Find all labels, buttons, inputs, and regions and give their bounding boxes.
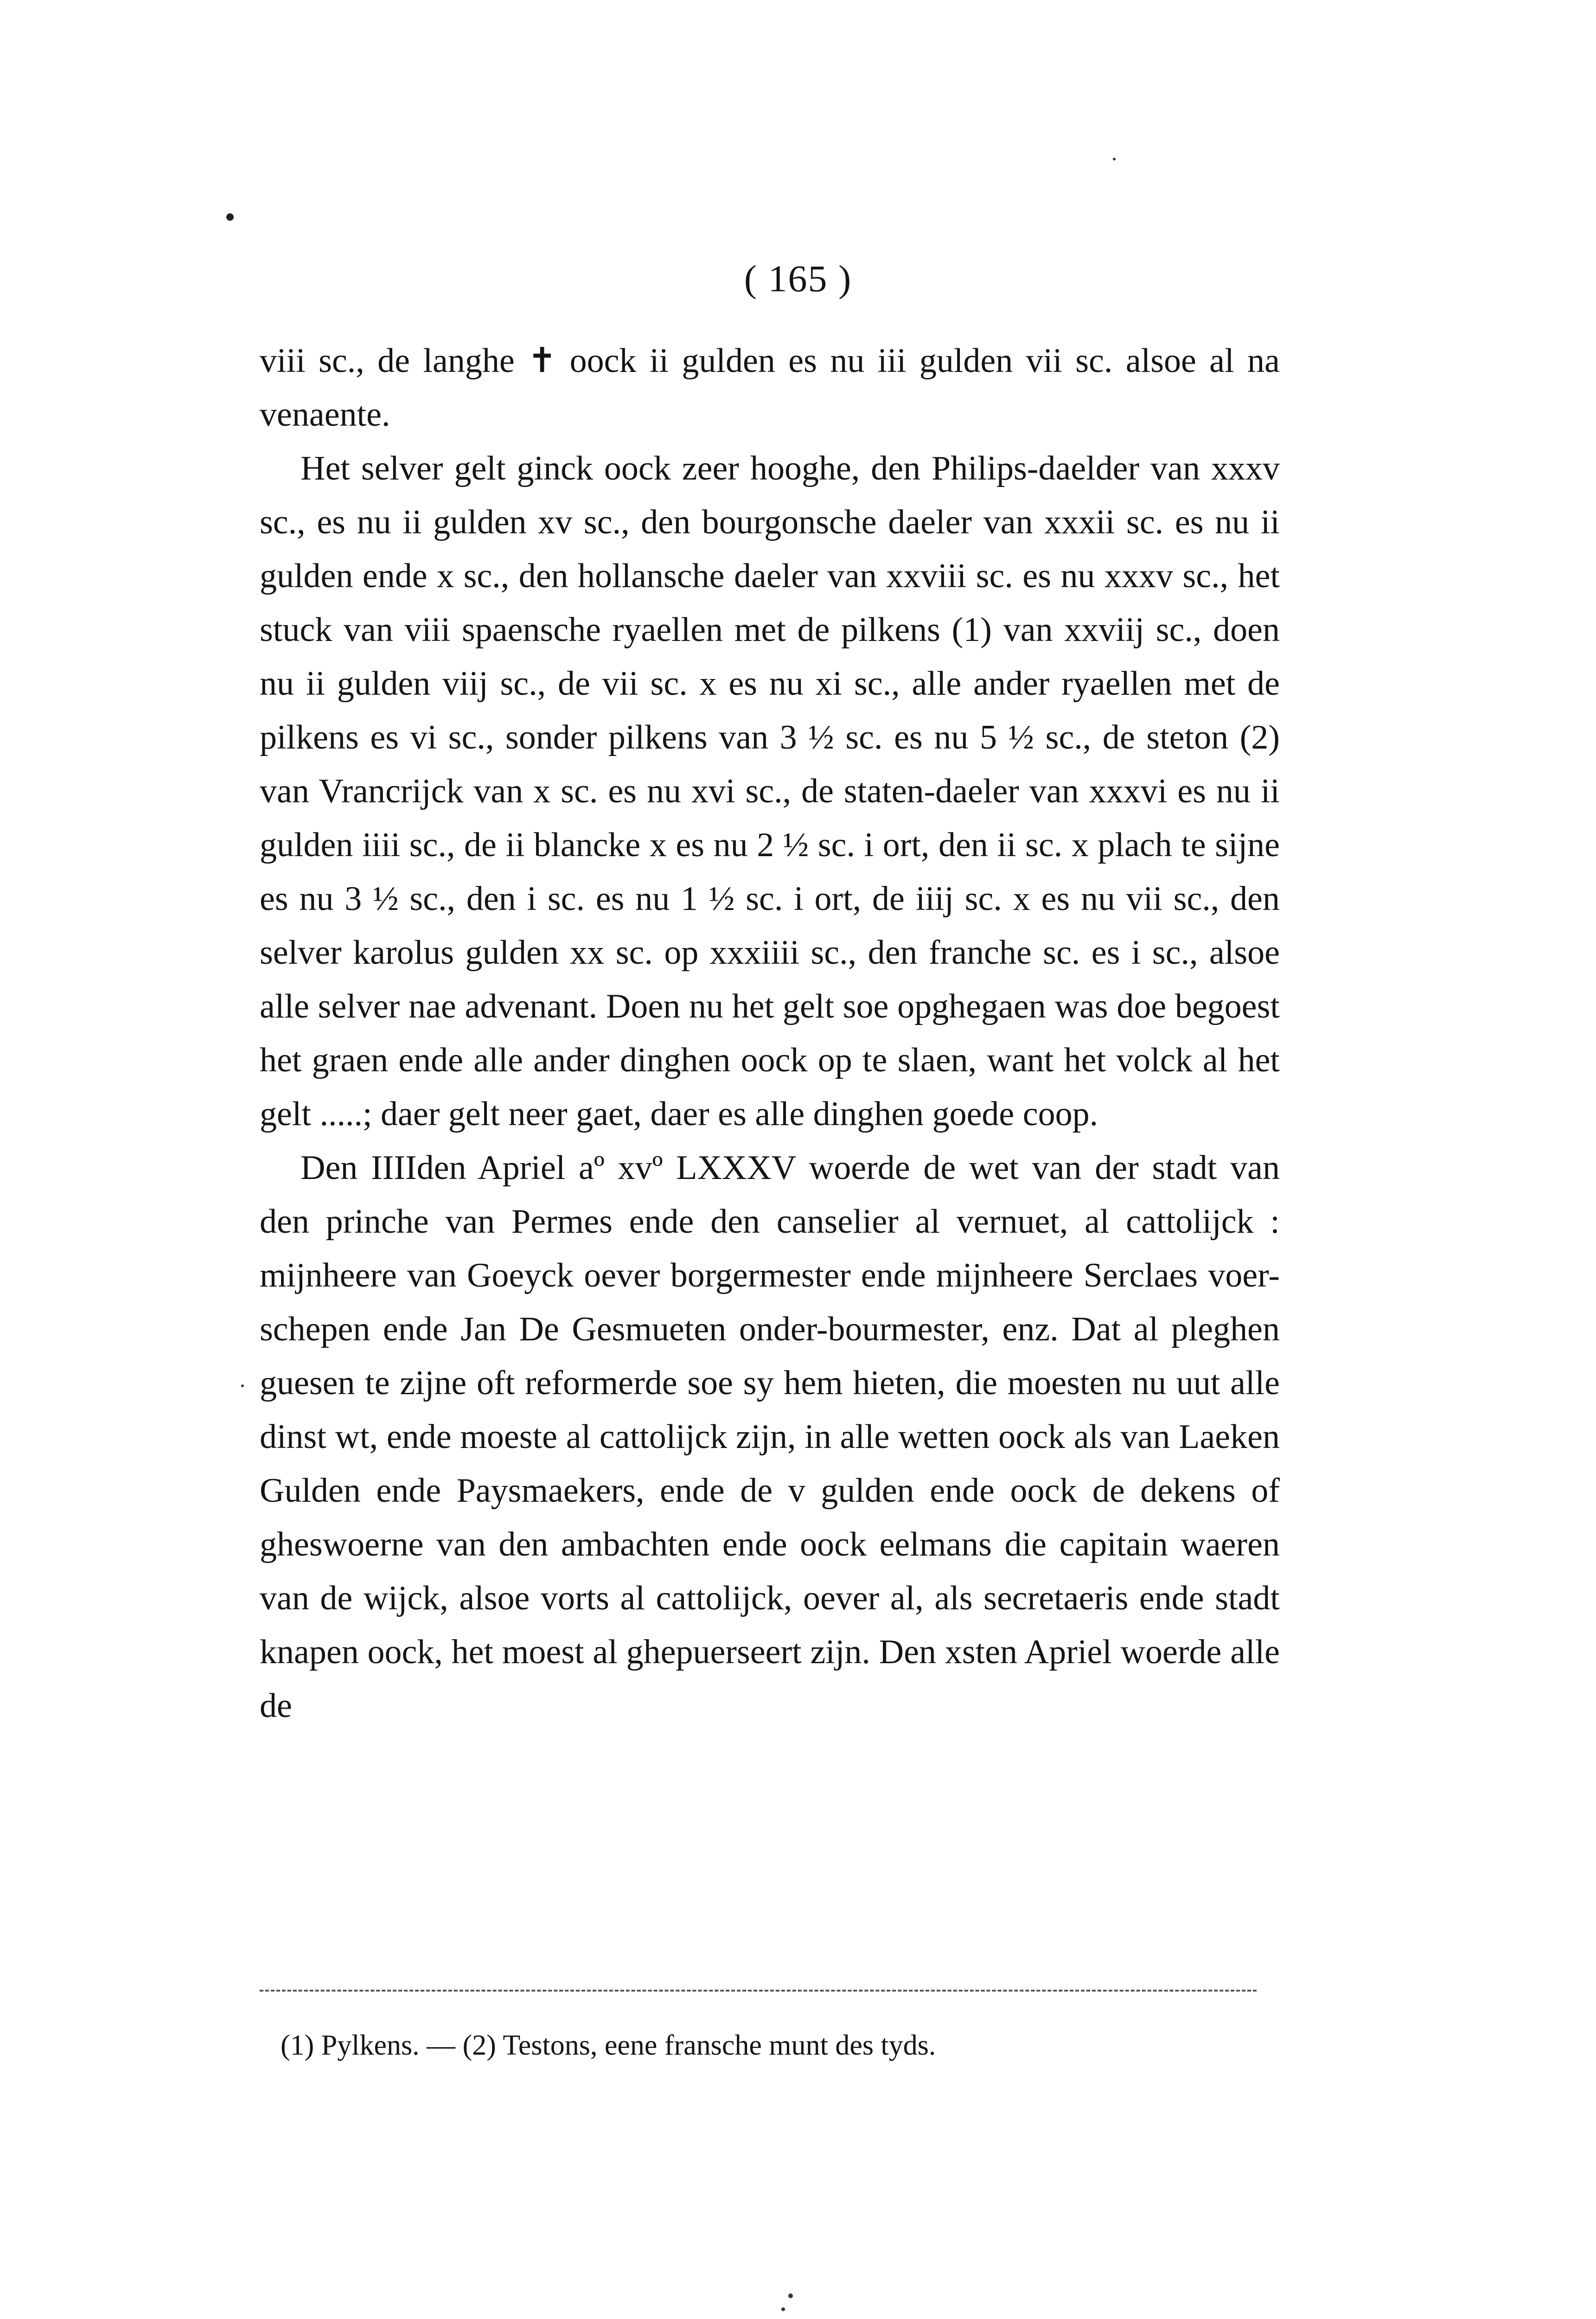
paragraph: viii sc., de langhe ✝ oock ii gulden es nu iii gulden vii sc. alsoe al na venaente. (260, 342, 1280, 434)
ink-speck (241, 1384, 244, 1387)
footnote-separator (260, 1990, 1257, 1992)
paragraph: Den IIIIden Apriel aº xvº LXXXV woerde de wet van der stadt van den prinche van Permes ende den canselier al vernuet, al cattolijck : mijnheere van Goeyck oever borgermester ende mijnheere Serclaes voer-schepen ende Jan De Gesmueten onder-bourmester, enz. Dat al pleghen guesen te zijne oft reformerde soe sy hem hieten, die moesten nu uut alle dinst wt, ende moeste al cattolijck zijn, in alle wetten oock als van Laeken Gulden ende Paysmaekers, ende de v gulden ende oock de dekens of gheswoerne van den ambachten ende oock eelmans die capitain waeren van de wijck, alsoe vorts al cattolijck, oever al, als secretaeris ende stadt knapen oock, het moest al ghepuerseert zijn. Den xsten Apriel woerde alle de (260, 1149, 1280, 1725)
ink-speck (1113, 158, 1116, 160)
ink-mark (226, 213, 234, 221)
ink-speck (781, 2307, 785, 2311)
body-text (260, 334, 1280, 1733)
paragraph: Het selver gelt ginck oock zeer hooghe, den Philips-daelder van xxxv sc., es nu ii gulden xv sc., den bourgonsche daeler van xxxii sc. es nu ii gulden ende x sc., den hollansche daeler van xxviii sc. es nu xxxv sc., het stuck van viii spaensche ryaellen met de pilkens (1) van xxviij sc., doen nu ii gulden viij sc., de vii sc. x es nu xi sc., alle ander ryaellen met de pilkens es vi sc., sonder pilkens van 3 ½ sc. es nu 5 ½ sc., de steton (2) van Vrancrijck van x sc. es nu xvi sc., de staten-daeler van xxxvi es nu ii gulden iiii sc., de ii blancke x es nu 2 ½ sc. i ort, den ii sc. x plach te sijne es nu 3 ½ sc., den i sc. es nu 1 ½ sc. i ort, de iiij sc. x es nu vii sc., den selver karolus gulden xx sc. op xxxiiii sc., den franche sc. es i sc., alsoe alle selver nae advenant. Doen nu het gelt soe opghegaen was doe begoest het graen ende alle ander dinghen oock op te slaen, want het volck al het gelt .....; daer gelt neer gaet, daer es alle dinghen goede coop. (260, 449, 1280, 1133)
page-number: ( 165 ) (744, 257, 852, 300)
ink-speck (788, 2293, 793, 2298)
footnote: (1) Pylkens. — (2) Testons, eene fransche munt des tyds. (281, 2030, 936, 2061)
